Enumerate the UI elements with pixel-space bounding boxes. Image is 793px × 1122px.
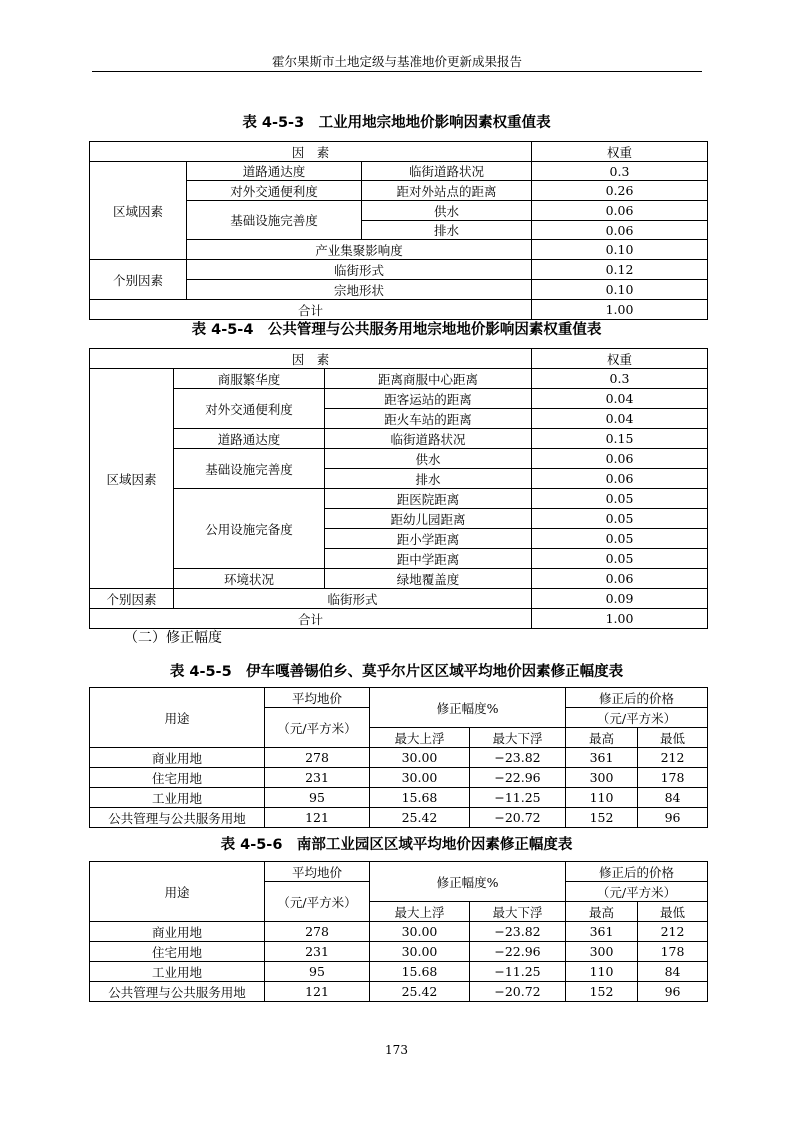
table-row <box>90 808 708 828</box>
t3-cell-down: −11.25 <box>470 788 566 808</box>
t4-header-low: 最低 <box>638 902 708 922</box>
t4-cell-high: 361 <box>566 922 638 942</box>
t3-header-down: 最大下浮 <box>470 728 566 748</box>
t3-header-avg-unit: （元/平方米） <box>265 708 370 748</box>
table-row <box>90 962 708 982</box>
t3-header-avg: 平均地价 <box>265 688 370 708</box>
t4-header-after-unit: （元/平方米） <box>566 882 708 902</box>
t2-r4-weight: 0.15 <box>532 429 708 449</box>
t3-header-after: 修正后的价格 <box>566 688 708 708</box>
t1-r1-factor: 道路通达度 <box>187 162 362 181</box>
t1-total-weight: 1.00 <box>532 300 708 320</box>
t4-cell-down: −11.25 <box>470 962 566 982</box>
t2-r7-sub: 距医院距离 <box>325 489 532 509</box>
t4-cell-up: 30.00 <box>370 922 470 942</box>
t2-r12-weight: 0.09 <box>532 589 708 609</box>
t2-r9-weight: 0.05 <box>532 529 708 549</box>
t3-header-use: 用途 <box>90 688 265 748</box>
t3-cell-down: −23.82 <box>470 748 566 768</box>
t2-r3-sub: 距火车站的距离 <box>325 409 532 429</box>
t3-cell-up: 15.68 <box>370 788 470 808</box>
t2-individual-label: 个别因素 <box>90 589 174 609</box>
t2-r5-factor: 基础设施完善度 <box>174 449 325 489</box>
t4-cell-use: 公共管理与公共服务用地 <box>90 982 265 1002</box>
t3-cell-up: 30.00 <box>370 748 470 768</box>
t4-cell-high: 110 <box>566 962 638 982</box>
t2-r3-weight: 0.04 <box>532 409 708 429</box>
t4-cell-avg: 278 <box>265 922 370 942</box>
t3-cell-low: 84 <box>638 788 708 808</box>
t2-r7-weight: 0.05 <box>532 489 708 509</box>
t2-r8-sub: 距幼儿园距离 <box>325 509 532 529</box>
t4-header-use: 用途 <box>90 862 265 922</box>
t2-r7-factor: 公用设施完备度 <box>174 489 325 569</box>
t3-cell-high: 361 <box>566 748 638 768</box>
t4-cell-low: 178 <box>638 942 708 962</box>
t3-header-range: 修正幅度% <box>370 688 566 728</box>
t1-r2-sub: 距对外站点的距离 <box>362 181 532 201</box>
t2-r5-weight: 0.06 <box>532 449 708 469</box>
table-row <box>90 982 708 1002</box>
t2-r4-factor: 道路通达度 <box>174 429 325 449</box>
t1-r2-factor: 对外交通便利度 <box>187 181 362 201</box>
t3-cell-up: 25.42 <box>370 808 470 828</box>
t1-header-factor: 因 素 <box>90 142 532 162</box>
table-row <box>90 768 708 788</box>
t2-r1-sub: 距离商服中心距离 <box>325 369 532 389</box>
t1-r7-weight: 0.10 <box>532 280 708 300</box>
running-header: 霍尔果斯市土地定级与基准地价更新成果报告 <box>271 54 522 69</box>
t3-cell-low: 178 <box>638 768 708 788</box>
t4-cell-low: 96 <box>638 982 708 1002</box>
t4-cell-avg: 121 <box>265 982 370 1002</box>
table-row <box>90 788 708 808</box>
t2-r11-factor: 环境状况 <box>174 569 325 589</box>
t2-r4-sub: 临街道路状况 <box>325 429 532 449</box>
t1-r4-sub: 排水 <box>362 221 532 240</box>
t1-header-weight: 权重 <box>532 142 708 162</box>
t3-header-high: 最高 <box>566 728 638 748</box>
t3-cell-use: 商业用地 <box>90 748 265 768</box>
t3-cell-avg: 95 <box>265 788 370 808</box>
table2-public-weights <box>89 348 708 629</box>
t4-cell-use: 商业用地 <box>90 922 265 942</box>
t1-individual-label: 个别因素 <box>90 260 187 300</box>
t4-cell-high: 300 <box>566 942 638 962</box>
t4-cell-up: 15.68 <box>370 962 470 982</box>
t4-cell-high: 152 <box>566 982 638 1002</box>
t2-r11-weight: 0.06 <box>532 569 708 589</box>
t2-r12-factor: 临街形式 <box>174 589 532 609</box>
table3-correction-range <box>89 687 708 828</box>
t2-r11-sub: 绿地覆盖度 <box>325 569 532 589</box>
t1-r5-weight: 0.10 <box>532 240 708 260</box>
t3-cell-high: 152 <box>566 808 638 828</box>
t4-cell-low: 84 <box>638 962 708 982</box>
t2-r9-sub: 距小学距离 <box>325 529 532 549</box>
t2-r10-weight: 0.05 <box>532 549 708 569</box>
t4-header-down: 最大下浮 <box>470 902 566 922</box>
t1-r7-factor: 宗地形状 <box>187 280 532 300</box>
t4-header-avg: 平均地价 <box>265 862 370 882</box>
t1-r6-factor: 临街形式 <box>187 260 532 280</box>
t2-r1-weight: 0.3 <box>532 369 708 389</box>
t2-total-label: 合计 <box>90 609 532 629</box>
t1-r3-weight: 0.06 <box>532 201 708 221</box>
t2-r2-factor: 对外交通便利度 <box>174 389 325 429</box>
t4-cell-down: −20.72 <box>470 982 566 1002</box>
t4-cell-avg: 231 <box>265 942 370 962</box>
t4-cell-use: 住宅用地 <box>90 942 265 962</box>
t2-total-weight: 1.00 <box>532 609 708 629</box>
t2-r8-weight: 0.05 <box>532 509 708 529</box>
t3-cell-down: −20.72 <box>470 808 566 828</box>
t4-cell-use: 工业用地 <box>90 962 265 982</box>
t1-total-label: 合计 <box>90 300 532 320</box>
table1-caption: 表 4-5-3 工业用地宗地地价影响因素权重值表 <box>242 115 551 131</box>
t2-header-weight: 权重 <box>532 349 708 369</box>
t3-header-low: 最低 <box>638 728 708 748</box>
t3-cell-avg: 121 <box>265 808 370 828</box>
t3-cell-up: 30.00 <box>370 768 470 788</box>
t1-r3-sub: 供水 <box>362 201 532 221</box>
t3-cell-use: 工业用地 <box>90 788 265 808</box>
t1-r3-factor: 基础设施完善度 <box>187 201 362 240</box>
t4-cell-up: 25.42 <box>370 982 470 1002</box>
t4-header-avg-unit: （元/平方米） <box>265 882 370 922</box>
table-row <box>90 942 708 962</box>
t4-header-high: 最高 <box>566 902 638 922</box>
t3-cell-use: 公共管理与公共服务用地 <box>90 808 265 828</box>
t2-r6-sub: 排水 <box>325 469 532 489</box>
table1-industrial-weights <box>89 141 708 320</box>
table-row <box>90 922 708 942</box>
t1-r2-weight: 0.26 <box>532 181 708 201</box>
table2-caption: 表 4-5-4 公共管理与公共服务用地宗地地价影响因素权重值表 <box>191 322 602 338</box>
t3-header-after-unit: （元/平方米） <box>566 708 708 728</box>
t4-header-range: 修正幅度% <box>370 862 566 902</box>
t4-header-after: 修正后的价格 <box>566 862 708 882</box>
t3-cell-high: 300 <box>566 768 638 788</box>
t2-r6-weight: 0.06 <box>532 469 708 489</box>
t3-cell-low: 212 <box>638 748 708 768</box>
t1-r1-sub: 临街道路状况 <box>362 162 532 181</box>
t3-cell-down: −22.96 <box>470 768 566 788</box>
t4-cell-up: 30.00 <box>370 942 470 962</box>
t4-cell-avg: 95 <box>265 962 370 982</box>
t4-cell-down: −23.82 <box>470 922 566 942</box>
t4-cell-down: −22.96 <box>470 942 566 962</box>
t2-header-factor: 因 素 <box>90 349 532 369</box>
t3-cell-high: 110 <box>566 788 638 808</box>
table3-caption: 表 4-5-5 伊车嘎善锡伯乡、莫乎尔片区区域平均地价因素修正幅度表 <box>169 664 624 680</box>
t4-header-up: 最大上浮 <box>370 902 470 922</box>
t1-r4-weight: 0.06 <box>532 221 708 240</box>
header-rule <box>92 71 702 72</box>
t3-cell-low: 96 <box>638 808 708 828</box>
t2-r1-factor: 商服繁华度 <box>174 369 325 389</box>
t2-regional-label: 区域因素 <box>90 369 174 589</box>
t4-cell-low: 212 <box>638 922 708 942</box>
t3-cell-use: 住宅用地 <box>90 768 265 788</box>
t2-r10-sub: 距中学距离 <box>325 549 532 569</box>
t1-r5-factor: 产业集聚影响度 <box>187 240 532 260</box>
t3-cell-avg: 231 <box>265 768 370 788</box>
t1-r6-weight: 0.12 <box>532 260 708 280</box>
t2-r2-weight: 0.04 <box>532 389 708 409</box>
table-row <box>90 748 708 768</box>
t3-cell-avg: 278 <box>265 748 370 768</box>
t3-header-up: 最大上浮 <box>370 728 470 748</box>
t1-regional-label: 区域因素 <box>90 162 187 260</box>
subheading-correction-range: （二）修正幅度 <box>124 630 222 646</box>
page-number: 173 <box>385 1043 408 1057</box>
table4-correction-range <box>89 861 708 1002</box>
table4-caption: 表 4-5-6 南部工业园区区域平均地价因素修正幅度表 <box>220 837 573 853</box>
t2-r5-sub: 供水 <box>325 449 532 469</box>
t2-r2-sub: 距客运站的距离 <box>325 389 532 409</box>
t1-r1-weight: 0.3 <box>532 162 708 181</box>
